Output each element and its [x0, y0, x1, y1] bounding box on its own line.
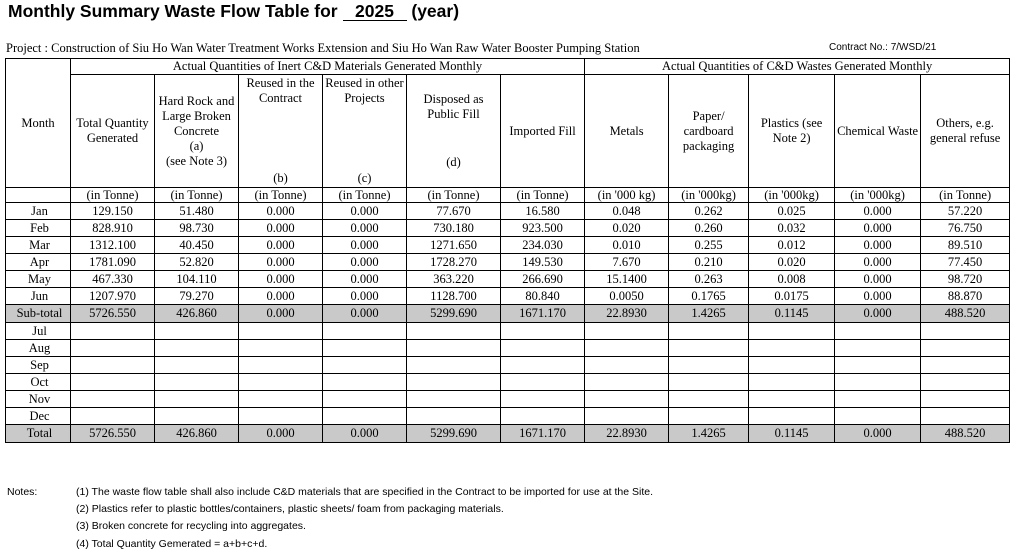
row-label: Jul: [6, 323, 71, 340]
table-cell: 0.263: [669, 271, 749, 288]
unit-cell: (in Tonne): [501, 188, 585, 203]
table-cell: 730.180: [407, 220, 501, 237]
table-cell: 104.110: [155, 271, 239, 288]
table-cell: [71, 323, 155, 340]
table-cell: 0.000: [239, 305, 323, 323]
table-row: [6, 391, 1010, 408]
table-cell: 0.000: [323, 425, 407, 443]
table-cell: 16.580: [501, 203, 585, 220]
table-cell: 52.820: [155, 254, 239, 271]
table-cell: [585, 374, 669, 391]
column-header-row: [6, 75, 1010, 188]
table-cell: [239, 340, 323, 357]
table-cell: [239, 323, 323, 340]
unit-cell: (in '000kg): [835, 188, 921, 203]
table-cell: [407, 374, 501, 391]
table-cell: [71, 374, 155, 391]
row-label: Sep: [6, 357, 71, 374]
unit-cell: (in '000kg): [669, 188, 749, 203]
table-cell: [71, 408, 155, 425]
table-cell: 0.000: [239, 203, 323, 220]
table-cell: 77.670: [407, 203, 501, 220]
table-row: [6, 203, 1010, 220]
table-cell: 77.450: [921, 254, 1010, 271]
table-cell: 0.255: [669, 237, 749, 254]
table-cell: 0.262: [669, 203, 749, 220]
table-cell: 0.1145: [749, 305, 835, 323]
hard-rock-label: Hard Rock and Large Broken Concrete: [158, 93, 235, 138]
table-cell: 1.4265: [669, 425, 749, 443]
unit-cell: (in Tonne): [239, 188, 323, 203]
table-cell: 1781.090: [71, 254, 155, 271]
header-imported-fill: Imported Fill: [501, 75, 585, 188]
table-row: [6, 340, 1010, 357]
table-cell: 0.000: [835, 220, 921, 237]
table-cell: [501, 340, 585, 357]
table-cell: [669, 357, 749, 374]
table-cell: [239, 391, 323, 408]
table-cell: 266.690: [501, 271, 585, 288]
table-cell: [323, 340, 407, 357]
row-label: Apr: [6, 254, 71, 271]
header-reused-other: Reused in other Projects (c): [323, 75, 407, 188]
table-cell: 0.000: [323, 203, 407, 220]
table-cell: [501, 323, 585, 340]
table-cell: [749, 374, 835, 391]
table-cell: 149.530: [501, 254, 585, 271]
row-label: Jun: [6, 288, 71, 305]
table-cell: [749, 340, 835, 357]
table-cell: [323, 357, 407, 374]
table-cell: [921, 391, 1010, 408]
table-cell: [835, 340, 921, 357]
table-row: [6, 374, 1010, 391]
table-cell: 80.840: [501, 288, 585, 305]
unit-cell: (in Tonne): [407, 188, 501, 203]
table-cell: [749, 408, 835, 425]
table-cell: 0.000: [239, 220, 323, 237]
table-cell: 0.000: [835, 203, 921, 220]
unit-cell: (in '000kg): [749, 188, 835, 203]
table-cell: [501, 408, 585, 425]
table-cell: [407, 340, 501, 357]
unit-row: [6, 188, 1010, 203]
table-cell: [921, 408, 1010, 425]
table-cell: 98.730: [155, 220, 239, 237]
table-cell: 0.000: [323, 220, 407, 237]
table-cell: [749, 323, 835, 340]
group-header-row: [6, 59, 1010, 75]
row-label: Dec: [6, 408, 71, 425]
table-cell: 0.000: [239, 237, 323, 254]
table-cell: 5726.550: [71, 305, 155, 323]
table-cell: [669, 323, 749, 340]
table-cell: 1.4265: [669, 305, 749, 323]
table-cell: [585, 357, 669, 374]
title-year: 2025: [343, 3, 407, 21]
table-cell: 0.025: [749, 203, 835, 220]
unit-cell: (in Tonne): [921, 188, 1010, 203]
table-cell: 0.000: [239, 425, 323, 443]
table-cell: [835, 408, 921, 425]
unit-cell: (in Tonne): [71, 188, 155, 203]
table-cell: 51.480: [155, 203, 239, 220]
table-cell: 0.000: [835, 425, 921, 443]
table-cell: 0.000: [239, 254, 323, 271]
table-cell: 89.510: [921, 237, 1010, 254]
table-cell: [921, 374, 1010, 391]
header-others: Others, e.g. general refuse: [921, 75, 1010, 188]
table-cell: [835, 323, 921, 340]
header-plastics: Plastics (see Note 2): [749, 75, 835, 188]
table-cell: [749, 357, 835, 374]
table-cell: 0.010: [585, 237, 669, 254]
unit-cell: (in '000 kg): [585, 188, 669, 203]
table-cell: 98.720: [921, 271, 1010, 288]
table-cell: 88.870: [921, 288, 1010, 305]
note-item: (3) Broken concrete for recycling into aggregates.: [76, 520, 306, 532]
table-cell: 0.008: [749, 271, 835, 288]
group-inert: Actual Quantities of Inert C&D Materials Generated Monthly: [71, 59, 585, 75]
table-cell: [749, 391, 835, 408]
row-label: May: [6, 271, 71, 288]
table-cell: 363.220: [407, 271, 501, 288]
header-reused-contract: Reused in the Contract (b): [239, 75, 323, 188]
table-cell: 0.000: [323, 288, 407, 305]
header-paper: Paper/ cardboard packaging: [669, 75, 749, 188]
table-cell: 0.048: [585, 203, 669, 220]
table-cell: 5726.550: [71, 425, 155, 443]
page-title: [8, 1, 459, 22]
title-suffix: (year): [411, 1, 460, 21]
row-label: Nov: [6, 391, 71, 408]
table-cell: [585, 340, 669, 357]
row-label: Total: [6, 425, 71, 443]
table-cell: 0.000: [835, 305, 921, 323]
table-cell: [239, 357, 323, 374]
unit-cell: (in Tonne): [323, 188, 407, 203]
title-prefix: Monthly Summary Waste Flow Table for: [8, 1, 338, 21]
hard-rock-sub: (a): [189, 138, 204, 153]
header-chemical: Chemical Waste: [835, 75, 921, 188]
table-cell: [501, 374, 585, 391]
table-cell: 15.1400: [585, 271, 669, 288]
table-cell: 488.520: [921, 425, 1010, 443]
table-cell: 0.0050: [585, 288, 669, 305]
table-row: [6, 408, 1010, 425]
table-cell: 0.000: [239, 288, 323, 305]
table-cell: [585, 408, 669, 425]
table-row: [6, 237, 1010, 254]
table-cell: [323, 408, 407, 425]
table-cell: [669, 340, 749, 357]
table-row: [6, 271, 1010, 288]
header-metals: Metals: [585, 75, 669, 188]
table-cell: 467.330: [71, 271, 155, 288]
table-cell: [155, 374, 239, 391]
table-cell: [71, 357, 155, 374]
hard-rock-note: (see Note 3): [165, 153, 228, 168]
table-cell: 828.910: [71, 220, 155, 237]
table-cell: [155, 323, 239, 340]
table-cell: 923.500: [501, 220, 585, 237]
table-cell: [239, 374, 323, 391]
table-cell: 426.860: [155, 425, 239, 443]
header-hard-rock: [155, 75, 239, 188]
table-cell: [835, 374, 921, 391]
table-cell: [323, 391, 407, 408]
table-cell: 0.000: [323, 254, 407, 271]
table-cell: 0.0175: [749, 288, 835, 305]
table-cell: [407, 408, 501, 425]
table-cell: [835, 357, 921, 374]
table-cell: 426.860: [155, 305, 239, 323]
table-cell: [323, 323, 407, 340]
table-cell: [921, 357, 1010, 374]
table-cell: 0.000: [323, 237, 407, 254]
table-cell: 0.000: [835, 254, 921, 271]
table-cell: [669, 391, 749, 408]
table-row: [6, 305, 1010, 323]
table-cell: 0.000: [835, 237, 921, 254]
table-cell: 129.150: [71, 203, 155, 220]
header-public-fill: Disposed as Public Fill (d): [407, 75, 501, 188]
table-cell: [921, 323, 1010, 340]
header-month: Month: [6, 59, 71, 188]
table-cell: 0.000: [835, 288, 921, 305]
table-cell: 0.000: [323, 271, 407, 288]
table-cell: 488.520: [921, 305, 1010, 323]
table-cell: 0.020: [749, 254, 835, 271]
table-cell: [407, 323, 501, 340]
table-row: [6, 220, 1010, 237]
table-cell: 0.032: [749, 220, 835, 237]
row-label: Jan: [6, 203, 71, 220]
table-cell: [501, 357, 585, 374]
table-cell: 79.270: [155, 288, 239, 305]
row-label: Sub-total: [6, 305, 71, 323]
table-cell: 1128.700: [407, 288, 501, 305]
table-cell: 22.8930: [585, 305, 669, 323]
table-cell: 22.8930: [585, 425, 669, 443]
table-row: [6, 357, 1010, 374]
note-item: (1) The waste flow table shall also include C&D materials that are specified in the Contract to be imported for use at the Site.: [76, 486, 654, 498]
table-cell: [323, 374, 407, 391]
table-cell: [155, 408, 239, 425]
row-label: Mar: [6, 237, 71, 254]
table-cell: [71, 340, 155, 357]
table-cell: 0.000: [323, 305, 407, 323]
table-row: [6, 323, 1010, 340]
table-cell: 1312.100: [71, 237, 155, 254]
table-cell: 1671.170: [501, 425, 585, 443]
table-row: [6, 425, 1010, 443]
project-name: Project : Construction of Siu Ho Wan Water Treatment Works Extension and Siu Ho Wan Raw Water Booster Pumping Station: [6, 41, 640, 55]
table-cell: 40.450: [155, 237, 239, 254]
table-cell: 1728.270: [407, 254, 501, 271]
table-cell: [921, 340, 1010, 357]
table-cell: [669, 408, 749, 425]
note-item: (4) Total Quantity Gemerated = a+b+c+d.: [76, 538, 268, 550]
table-cell: 0.210: [669, 254, 749, 271]
table-row: [6, 254, 1010, 271]
table-cell: 0.1145: [749, 425, 835, 443]
table-cell: 0.1765: [669, 288, 749, 305]
table-cell: 234.030: [501, 237, 585, 254]
table-cell: 0.260: [669, 220, 749, 237]
table-cell: [155, 340, 239, 357]
unit-month-blank: [6, 188, 71, 203]
table-cell: [407, 391, 501, 408]
table-cell: 0.000: [835, 271, 921, 288]
header-total: Total Quantity Generated: [71, 75, 155, 188]
table-cell: 76.750: [921, 220, 1010, 237]
table-cell: 1671.170: [501, 305, 585, 323]
waste-flow-table: [5, 58, 1010, 443]
table-cell: 1271.650: [407, 237, 501, 254]
table-cell: [71, 391, 155, 408]
table-cell: [407, 357, 501, 374]
table-cell: [501, 391, 585, 408]
table-cell: 0.000: [239, 271, 323, 288]
notes-label: Notes:: [7, 486, 38, 498]
table-cell: [585, 323, 669, 340]
row-label: Oct: [6, 374, 71, 391]
table-cell: [155, 391, 239, 408]
group-cd-waste: Actual Quantities of C&D Wastes Generated Monthly: [585, 59, 1010, 75]
note-item: (2) Plastics refer to plastic bottles/containers, plastic sheets/ foam from packaging materials.: [76, 503, 504, 515]
table-cell: 0.020: [585, 220, 669, 237]
unit-cell: (in Tonne): [155, 188, 239, 203]
row-label: Aug: [6, 340, 71, 357]
table-cell: 57.220: [921, 203, 1010, 220]
table-cell: [585, 391, 669, 408]
table-cell: 7.670: [585, 254, 669, 271]
table-row: [6, 288, 1010, 305]
table-cell: [239, 408, 323, 425]
table-cell: 0.012: [749, 237, 835, 254]
row-label: Feb: [6, 220, 71, 237]
table-cell: 1207.970: [71, 288, 155, 305]
contract-number: Contract No.: 7/WSD/21: [829, 42, 937, 53]
table-cell: [155, 357, 239, 374]
table-cell: [835, 391, 921, 408]
table-cell: 5299.690: [407, 425, 501, 443]
table-cell: 5299.690: [407, 305, 501, 323]
table-cell: [669, 374, 749, 391]
